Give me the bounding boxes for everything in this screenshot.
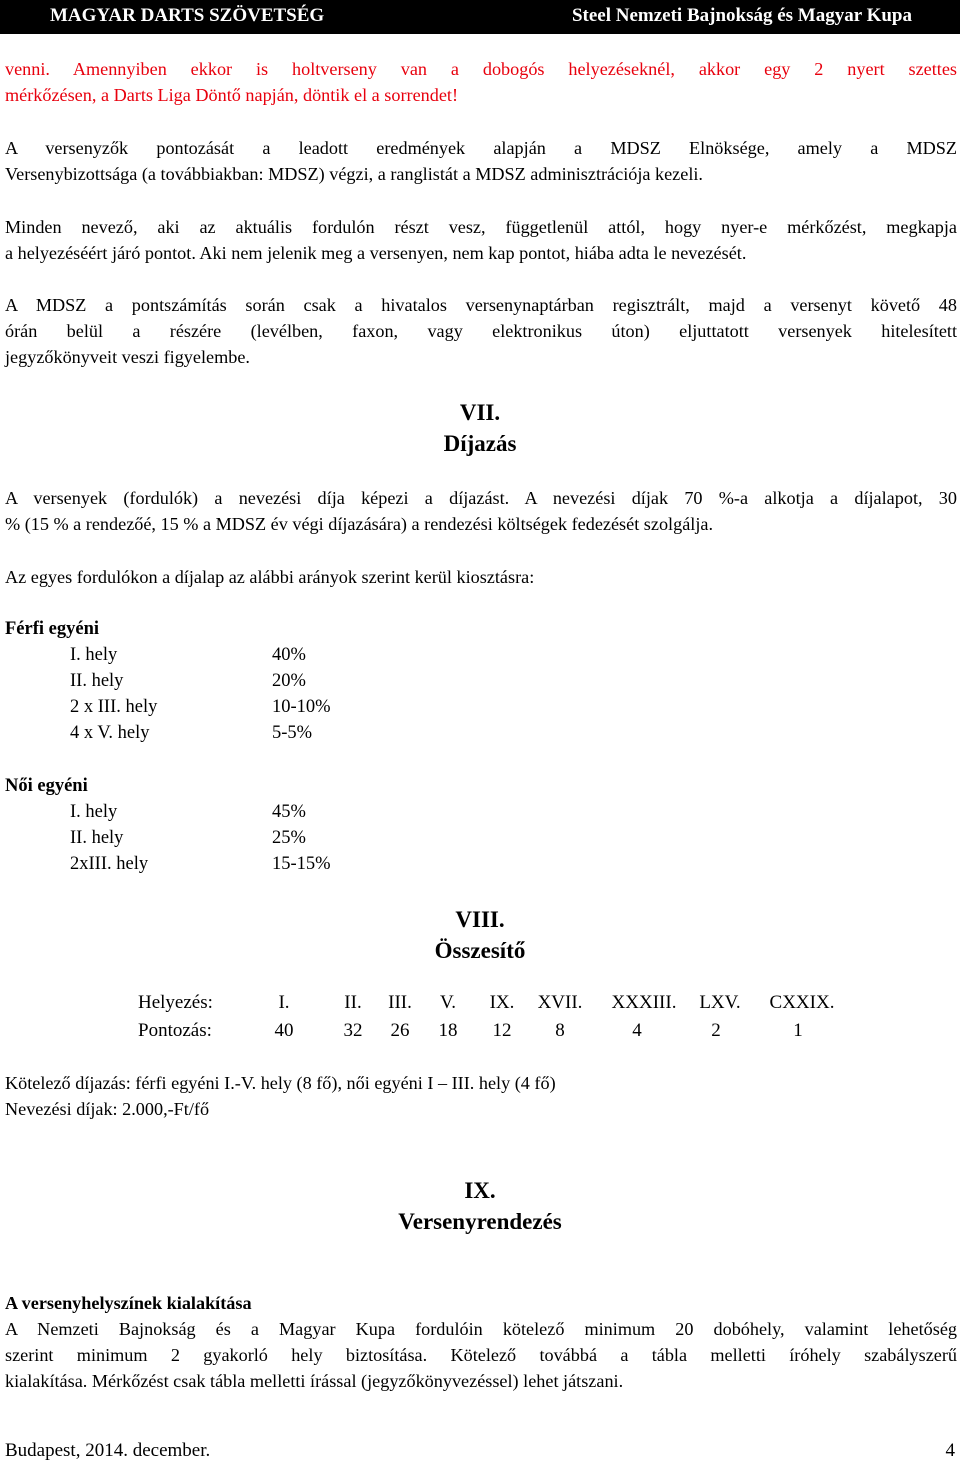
summary-points: 1 — [793, 1020, 803, 1041]
para5: Az egyes fordulókon a díjalap az alábbi arányok szerint kerül kiosztásra: — [5, 567, 535, 587]
summary-points: 40 — [274, 1020, 294, 1041]
para2-line2: a helyezéséért járó pontot. Aki nem jelenik meg a versenyen, nem kap pontot, hiába adta le nevezését. — [5, 243, 747, 263]
para1-line2: Versenybizottsága (a továbbiakban: MDSZ) végzi, a ranglistát a MDSZ adminisztrációja kezeli. — [5, 164, 703, 184]
para4-line1: A versenyek (fordulók) a nevezési díja képezi a díjazást. A nevezési díjak 70 %-a alkotja a díjalapot, 30 — [5, 488, 957, 508]
men-place-4: 4 x V. hely — [70, 723, 150, 743]
venue-title: A versenyhelyszínek kialakítása — [5, 1293, 252, 1313]
summary-points: 2 — [711, 1020, 721, 1041]
summary-place: IX. — [489, 992, 515, 1013]
summary-place: I. — [278, 992, 290, 1013]
men-place-2: II. hely — [70, 671, 124, 691]
venue-line2: szerint minimum 2 gyakorló hely biztosítása. Kötelező továbbá a tábla melletti íróhely szabályszerű — [5, 1345, 957, 1365]
men-pct-1: 40% — [272, 645, 306, 665]
summary-place: LXV. — [699, 992, 741, 1013]
page-header — [0, 0, 960, 34]
footer-place-date: Budapest, 2014. december. — [5, 1440, 211, 1461]
summary-points: 12 — [492, 1020, 512, 1041]
men-place-1: I. hely — [70, 645, 118, 665]
women-title: Női egyéni — [5, 776, 88, 796]
summary-row1-label: Helyezés: — [138, 992, 213, 1013]
women-pct-2: 25% — [272, 828, 306, 848]
women-pct-3: 15-15% — [272, 854, 331, 874]
venue-line1: A Nemzeti Bajnokság és a Magyar Kupa fordulóin kötelező minimum 20 dobóhely, valamint lehetőség — [5, 1319, 957, 1339]
para2-line1: Minden nevező, aki az aktuális fordulón részt vesz, függetlenül attól, hogy nyer-e mérkőzést, megkapja — [5, 217, 957, 237]
men-place-3: 2 x III. hely — [70, 697, 158, 717]
para3-line1: A MDSZ a pontszámítás során csak a hivatalos versenynaptárban regisztrált, majd a versenyt követő 48 — [5, 295, 957, 315]
men-pct-4: 5-5% — [272, 723, 313, 743]
summary-place: II. — [344, 992, 362, 1013]
summary-place: III. — [388, 992, 412, 1013]
section7-number: VII. — [459, 400, 501, 425]
header-title: Steel Nemzeti Bajnokság és Magyar Kupa — [571, 5, 912, 26]
section8-title: Összesítő — [434, 938, 526, 963]
header-org: MAGYAR DARTS SZÖVETSÉG — [50, 5, 325, 26]
summary-place: XVII. — [537, 992, 583, 1013]
men-pct-3: 10-10% — [272, 697, 331, 717]
section9-number: IX. — [464, 1178, 496, 1203]
summary-place: XXXIII. — [611, 992, 677, 1013]
para4-line2: % (15 % a rendezőé, 15 % a MDSZ év végi díjazására) a rendezési költségek fedezését szolgálja. — [5, 514, 713, 534]
men-title: Férfi egyéni — [5, 619, 99, 639]
summary-place: V. — [439, 992, 457, 1013]
intro-red-line2: mérkőzésen, a Darts Liga Döntő napján, döntik el a sorrendet! — [5, 85, 459, 105]
women-place-3: 2xIII. hely — [70, 854, 149, 874]
summary-points: 18 — [438, 1020, 458, 1041]
para1-line1: A versenyzők pontozását a leadott eredmények alapján a MDSZ Elnöksége, amely a MDSZ — [5, 138, 957, 158]
women-pct-1: 45% — [272, 802, 306, 822]
footer-page-number: 4 — [945, 1440, 955, 1461]
intro-red-line1: venni. Amennyiben ekkor is holtverseny van a dobogós helyezéseknél, akkor egy 2 nyert szettes — [5, 59, 957, 79]
women-place-2: II. hely — [70, 828, 124, 848]
summary-points: 26 — [390, 1020, 410, 1041]
section7-title: Díjazás — [443, 431, 517, 456]
summary-points: 32 — [343, 1020, 363, 1041]
summary-points: 8 — [555, 1020, 565, 1041]
venue-line3: kialakítása. Mérkőzést csak tábla melletti írással (jegyzőkönyvezéssel) lehet játszani. — [5, 1371, 624, 1391]
section8-number: VIII. — [455, 907, 505, 932]
para3-line3: jegyzőkönyveit veszi figyelembe. — [5, 347, 250, 367]
mandatory-prizes: Kötelező díjazás: férfi egyéni I.-V. hely (8 fő), női egyéni I – III. hely (4 fő) — [5, 1073, 556, 1093]
summary-place: CXXIX. — [769, 992, 835, 1013]
section9-title: Versenyrendezés — [398, 1209, 562, 1234]
men-pct-2: 20% — [272, 671, 306, 691]
summary-row2-label: Pontozás: — [138, 1020, 212, 1041]
women-place-1: I. hely — [70, 802, 118, 822]
para3-line2: órán belül a részére (levélben, faxon, vagy elektronikus úton) eljuttatott versenyek hitelesített — [5, 321, 957, 341]
entry-fees: Nevezési díjak: 2.000,-Ft/fő — [5, 1099, 210, 1119]
summary-points: 4 — [632, 1020, 642, 1041]
